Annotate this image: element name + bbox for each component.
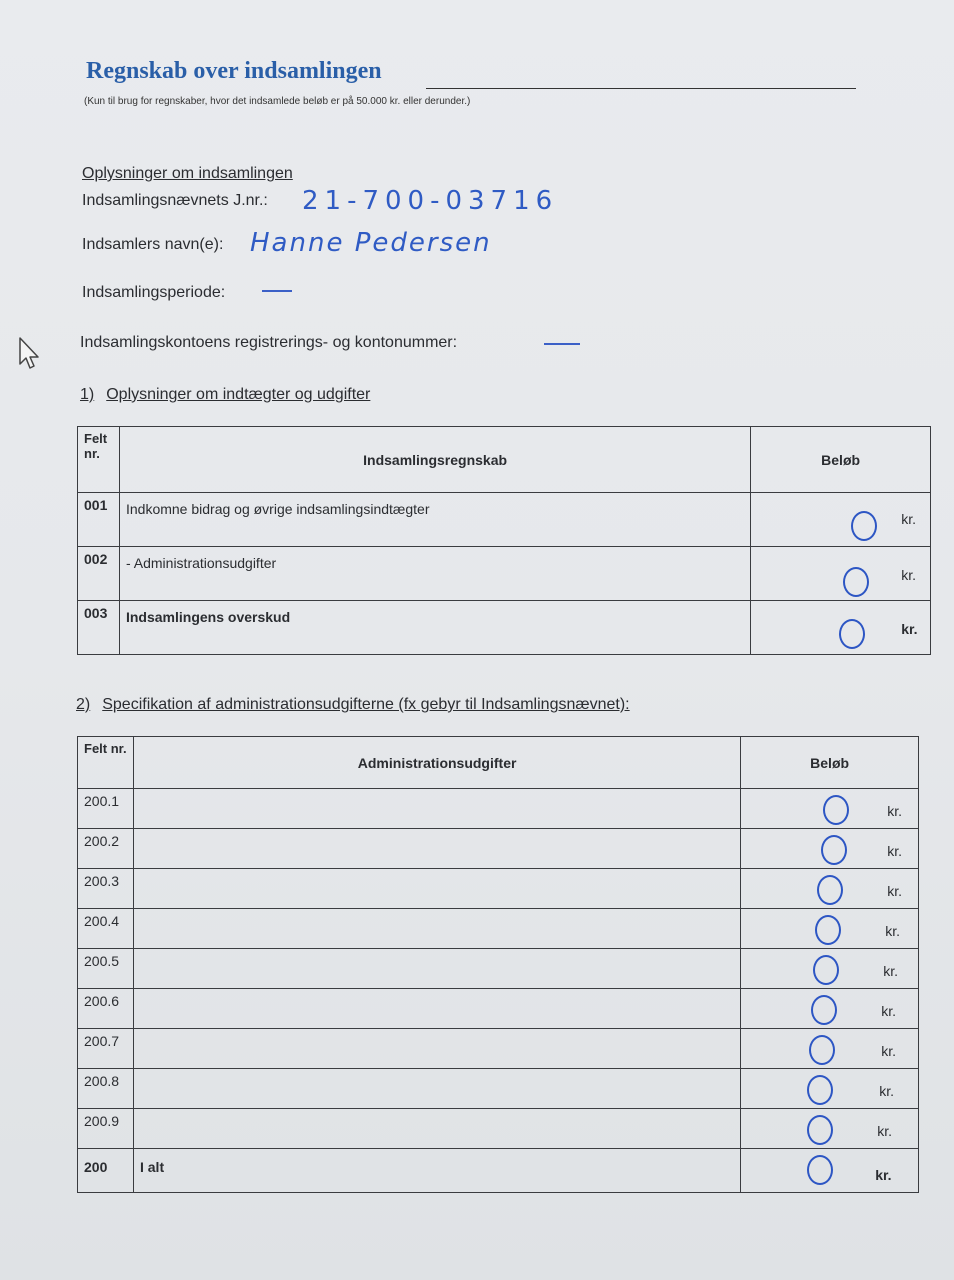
table-row: [78, 601, 931, 655]
row-label[interactable]: [133, 949, 740, 989]
amount-cell[interactable]: [741, 949, 919, 989]
section1-title: [80, 386, 370, 404]
table-row: [78, 1029, 919, 1069]
felt-nr: 001: [78, 493, 120, 547]
section2-number: 2): [76, 696, 91, 713]
row-label[interactable]: [133, 1109, 740, 1149]
row-label: Indsamlingens overskud: [119, 601, 750, 655]
col-amount-header: Beløb: [741, 737, 919, 789]
account-label: Indsamlingskontoens registrerings- og kontonummer:: [80, 334, 458, 351]
col-amount-header: Beløb: [751, 427, 931, 493]
income-table-header: [78, 427, 931, 493]
amount-zero-handwritten: [809, 1035, 835, 1065]
jnr-label: Indsamlingsnævnets J.nr.:: [82, 192, 268, 209]
amount-zero-handwritten: [823, 795, 849, 825]
felt-nr: 200.1: [78, 789, 134, 829]
mouse-pointer-icon: [18, 336, 42, 370]
felt-nr: 200.5: [78, 949, 134, 989]
felt-nr: 200.2: [78, 829, 134, 869]
table-row: [78, 789, 919, 829]
currency-unit: kr.: [875, 1167, 892, 1183]
amount-cell[interactable]: [741, 1069, 919, 1109]
row-label: - Administrationsudgifter: [119, 547, 750, 601]
amount-zero-handwritten: [807, 1115, 833, 1145]
jnr-value[interactable]: 21-700-03716: [302, 186, 559, 216]
amount-zero-handwritten: [811, 995, 837, 1025]
document-title: Regnskab over indsamlingen: [86, 58, 382, 84]
felt-nr: 003: [78, 601, 120, 655]
table-row: [78, 493, 931, 547]
table-row: [78, 909, 919, 949]
info-heading: Oplysninger om indsamlingen: [82, 165, 293, 182]
period-dash[interactable]: [262, 290, 292, 292]
row-label[interactable]: [133, 909, 740, 949]
amount-cell[interactable]: [741, 989, 919, 1029]
currency-unit: kr.: [887, 843, 902, 859]
currency-unit: kr.: [885, 923, 900, 939]
row-label[interactable]: [133, 869, 740, 909]
col-main-header: Indsamlingsregnskab: [119, 427, 750, 493]
amount-cell[interactable]: [751, 493, 931, 547]
amount-zero-handwritten: [821, 835, 847, 865]
title-underline: [426, 88, 856, 89]
total-row: [78, 1149, 919, 1193]
section1-number: 1): [80, 386, 95, 403]
currency-unit: kr.: [887, 803, 902, 819]
section2-title: [76, 696, 630, 714]
amount-zero-handwritten: [843, 567, 869, 597]
amount-cell[interactable]: [741, 909, 919, 949]
amount-zero-handwritten: [839, 619, 865, 649]
amount-zero-handwritten: [813, 955, 839, 985]
amount-cell[interactable]: [741, 1109, 919, 1149]
section2-title-text: Specifikation af administrationsudgifterne (fx gebyr til Indsamlingsnævnet):: [102, 696, 630, 713]
row-label[interactable]: [133, 989, 740, 1029]
document-subtitle: (Kun til brug for regnskaber, hvor det indsamlede beløb er på 50.000 kr. eller derunder.): [84, 96, 471, 107]
admin-table-header: [78, 737, 919, 789]
account-dash[interactable]: [544, 343, 580, 345]
amount-zero-handwritten: [807, 1155, 833, 1185]
table-row: [78, 547, 931, 601]
table-row: [78, 829, 919, 869]
currency-unit: kr.: [879, 1083, 894, 1099]
col-felt-header: Felt nr.: [78, 427, 120, 493]
amount-zero-handwritten: [817, 875, 843, 905]
row-label[interactable]: [133, 1069, 740, 1109]
row-label[interactable]: [133, 789, 740, 829]
col-main-header: Administrationsudgifter: [133, 737, 740, 789]
table-row: [78, 1109, 919, 1149]
amount-cell[interactable]: [741, 829, 919, 869]
felt-nr: 200.6: [78, 989, 134, 1029]
row-label[interactable]: [133, 1029, 740, 1069]
table-row: [78, 989, 919, 1029]
amount-cell[interactable]: [751, 547, 931, 601]
title-row: [86, 58, 856, 98]
felt-nr: 002: [78, 547, 120, 601]
row-label[interactable]: [133, 829, 740, 869]
table-row: [78, 1069, 919, 1109]
currency-unit: kr.: [901, 511, 916, 527]
col-felt-header: Felt nr.: [78, 737, 134, 789]
felt-nr: 200.9: [78, 1109, 134, 1149]
amount-zero-handwritten: [807, 1075, 833, 1105]
name-value[interactable]: Hanne Pedersen: [250, 228, 492, 258]
felt-nr: 200.7: [78, 1029, 134, 1069]
amount-cell[interactable]: [741, 869, 919, 909]
table-row: [78, 869, 919, 909]
section1-title-text: Oplysninger om indtægter og udgifter: [106, 386, 371, 403]
amount-cell[interactable]: [741, 789, 919, 829]
row-label: I alt: [133, 1149, 740, 1193]
table-row: [78, 949, 919, 989]
felt-nr: 200.3: [78, 869, 134, 909]
currency-unit: kr.: [887, 883, 902, 899]
amount-zero-handwritten: [815, 915, 841, 945]
felt-nr: 200.4: [78, 909, 134, 949]
amount-cell[interactable]: [741, 1029, 919, 1069]
amount-cell[interactable]: [751, 601, 931, 655]
period-label: Indsamlingsperiode:: [82, 284, 226, 301]
felt-nr: 200.8: [78, 1069, 134, 1109]
row-label: Indkomne bidrag og øvrige indsamlingsindtægter: [119, 493, 750, 547]
currency-unit: kr.: [901, 567, 916, 583]
currency-unit: kr.: [883, 963, 898, 979]
amount-cell[interactable]: [741, 1149, 919, 1193]
name-label: Indsamlers navn(e):: [82, 236, 224, 253]
amount-zero-handwritten: [851, 511, 877, 541]
admin-expenses-table: [77, 736, 919, 1193]
currency-unit: kr.: [881, 1003, 896, 1019]
income-table: [77, 426, 931, 655]
felt-nr: 200: [78, 1149, 134, 1193]
currency-unit: kr.: [877, 1123, 892, 1139]
currency-unit: kr.: [901, 621, 918, 637]
currency-unit: kr.: [881, 1043, 896, 1059]
